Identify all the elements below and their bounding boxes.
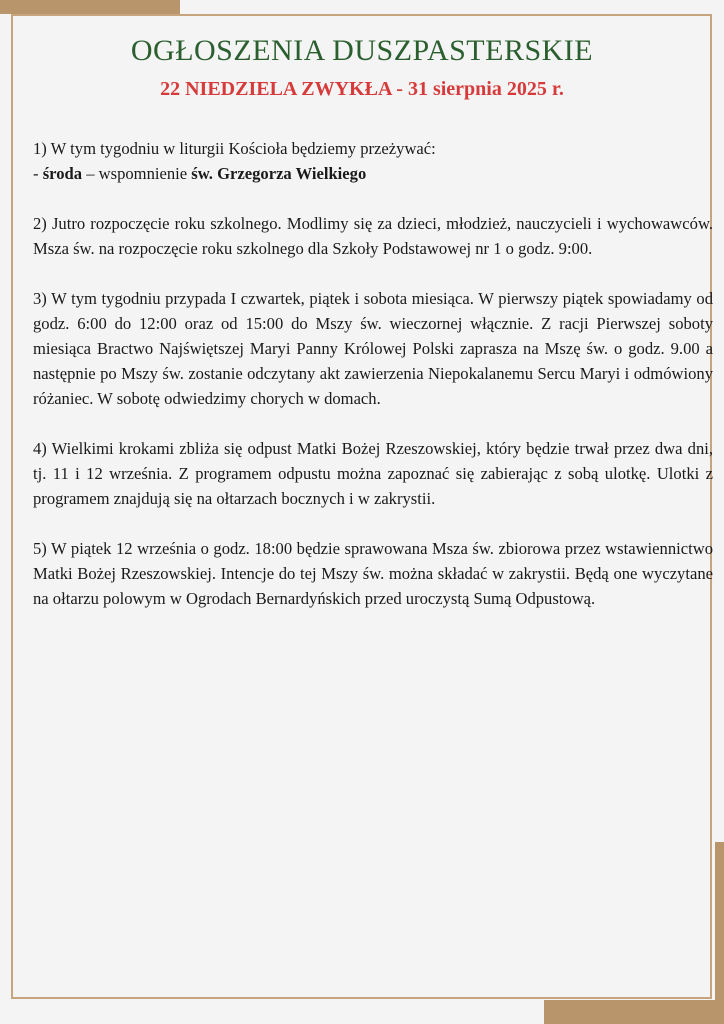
announcement-1-day: środa: [42, 164, 83, 183]
announcement-1-intro: 1) W tym tygodniu w liturgii Kościoła będziemy przeżywać:: [33, 139, 436, 158]
decorative-corner-bottom-right-horizontal: [544, 1000, 724, 1024]
announcement-1: [33, 136, 713, 186]
decorative-corner-top-left: [0, 0, 180, 14]
announcement-1-saint: św. Grzegorza Wielkiego: [191, 164, 367, 183]
announcement-1-middle: – wspomnienie: [82, 164, 192, 183]
announcement-5: 5) W piątek 12 września o godz. 18:00 będzie sprawowana Msza św. zbiorowa przez wstawiennictwo Matki Bożej Rzeszowskiej. Intencje do tej Mszy św. można składać w zakrystii. Będą one wyczytane na ołtarzu polowym w Ogrodach Bernardyńskich przed uroczystą Sumą Odpustową.: [33, 539, 713, 608]
announcement-3: 3) W tym tygodniu przypada I czwartek, piątek i sobota miesiąca. W pierwszy piątek spowiadamy od godz. 6:00 do 12:00 oraz od 15:00 do Mszy św. wieczornej włącznie. Z racji Pierwszej soboty miesiąca Bractwo Najświętszej Maryi Panny Królowej Polski zaprasza na Mszę św. o godz. 9.00 a następnie po Mszy św. zostanie odczytany akt zawierzenia Niepokalanemu Sercu Maryi i odmówiony różaniec. W sobotę odwiedzimy chorych w domach.: [33, 289, 713, 408]
announcement-4: 4) Wielkimi krokami zbliża się odpust Matki Bożej Rzeszowskiej, który będzie trwał przez dwa dni, tj. 11 i 12 września. Z programem odpustu można zapoznać się zabierając z sobą ulotkę. Ulotki z programem znajdują się na ołtarzach bocznych i w zakrystii.: [33, 439, 713, 508]
announcements-list: [33, 136, 713, 636]
announcement-2: 2) Jutro rozpoczęcie roku szkolnego. Modlimy się za dzieci, młodzież, nauczycieli i wychowawców. Msza św. na rozpoczęcie roku szkolnego dla Szkoły Podstawowej nr 1 o godz. 9:00.: [33, 214, 713, 258]
announcement-1-detail: [33, 161, 713, 186]
page-subtitle: 22 NIEDZIELA ZWYKŁA - 31 sierpnia 2025 r.: [160, 78, 564, 100]
page-title: OGŁOSZENIA DUSZPASTERSKIE: [130, 34, 594, 67]
decorative-corner-bottom-right-vertical: [715, 842, 724, 1024]
announcement-1-prefix: -: [33, 164, 43, 183]
